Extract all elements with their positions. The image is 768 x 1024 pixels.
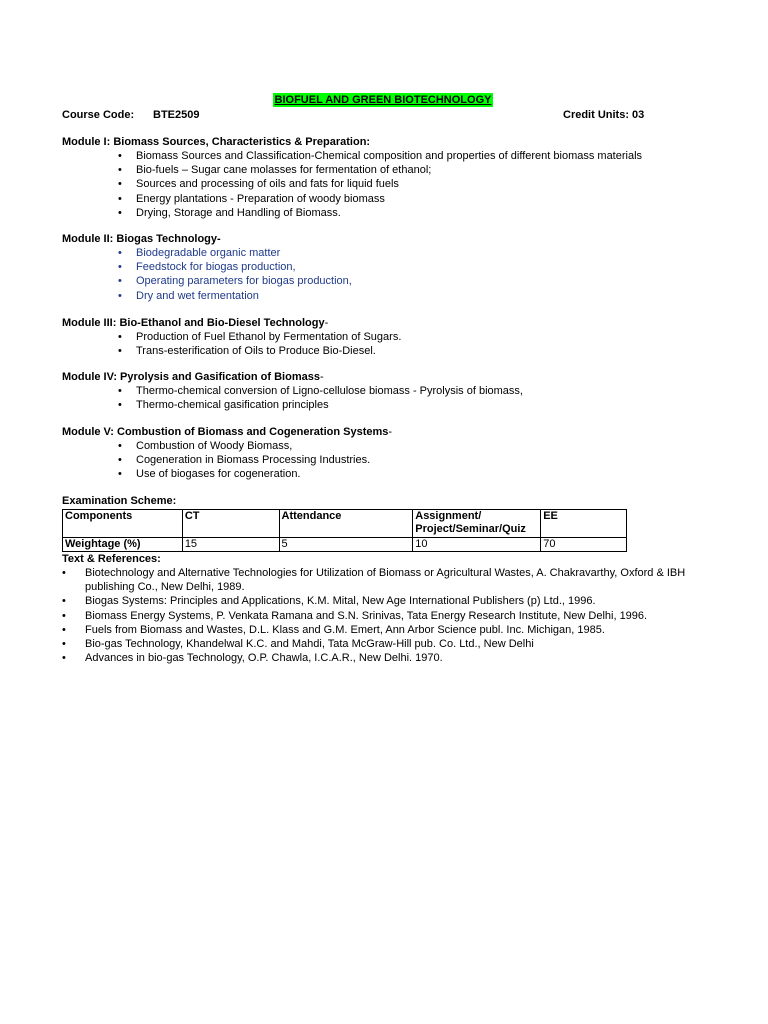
list-item: • Biomass Energy Systems, P. Venkata Ramana and S.N. Srinivas, Tata Energy Research Institute, New Delhi, 1996. bbox=[62, 609, 692, 623]
exam-heading: Examination Scheme: bbox=[62, 495, 177, 507]
exam-header-cell: Attendance bbox=[279, 510, 413, 538]
list-item: • Production of Fuel Ethanol by Fermentation of Sugars. bbox=[118, 330, 401, 344]
module-3-heading-row bbox=[62, 316, 328, 330]
module-2-list bbox=[118, 246, 352, 303]
list-item: • Dry and wet fermentation bbox=[118, 289, 352, 303]
exam-header-cell: CT bbox=[182, 510, 279, 538]
module-2-heading: Module II: Biogas Technology- bbox=[62, 233, 221, 245]
module-4-heading-row bbox=[62, 370, 324, 384]
list-item: • Sources and processing of oils and fats for liquid fuels bbox=[118, 177, 642, 191]
list-item: • Combustion of Woody Biomass, bbox=[118, 439, 370, 453]
module-3-heading-suffix: - bbox=[324, 317, 329, 329]
list-item: • Biotechnology and Alternative Technologies for Utilization of Biomass or Agricultural Wastes, A. Chakravarthy, Oxford & IBH publishing Co., New Delhi, 1989. bbox=[62, 566, 692, 594]
exam-value-cell: Weightage (%) bbox=[63, 538, 183, 552]
list-item: • Energy plantations - Preparation of woody biomass bbox=[118, 192, 642, 206]
list-item: • Biogas Systems: Principles and Applications, K.M. Mital, New Age International Publishers (p) Ltd., 1996. bbox=[62, 594, 692, 608]
list-item: • Advances in bio-gas Technology, O.P. Chawla, I.C.A.R., New Delhi. 1970. bbox=[62, 651, 692, 665]
exam-value-cell: 5 bbox=[279, 538, 413, 552]
list-item: • Biomass Sources and Classification-Chemical composition and properties of different biomass materials bbox=[118, 149, 642, 163]
list-item: • Trans-esterification of Oils to Produce Bio-Diesel. bbox=[118, 344, 401, 358]
list-item: • Fuels from Biomass and Wastes, D.L. Klass and G.M. Emert, Ann Arbor Science publ. Inc. Michigan, 1985. bbox=[62, 623, 692, 637]
module-1-heading: Module I: Biomass Sources, Characteristics & Preparation: bbox=[62, 136, 371, 148]
module-5-list bbox=[118, 439, 370, 482]
module-4-list bbox=[118, 384, 523, 412]
list-item: • Feedstock for biogas production, bbox=[118, 260, 352, 274]
module-1-list bbox=[118, 149, 642, 220]
list-item: • Biodegradable organic matter bbox=[118, 246, 352, 260]
list-item: • Bio-gas Technology, Khandelwal K.C. and Mahdi, Tata McGraw-Hill pub. Co. Ltd., New Delhi bbox=[62, 637, 692, 651]
course-code-value: BTE2509 bbox=[153, 109, 200, 121]
exam-value-cell: 10 bbox=[413, 538, 541, 552]
module-3-list bbox=[118, 330, 401, 358]
refs-list bbox=[62, 566, 692, 665]
refs-heading: Text & References: bbox=[62, 553, 161, 565]
list-item: • Thermo-chemical conversion of Ligno-cellulose biomass - Pyrolysis of biomass, bbox=[118, 384, 523, 398]
exam-table bbox=[62, 509, 627, 552]
module-5-heading: Module V: Combustion of Biomass and Cogeneration Systems bbox=[62, 426, 389, 438]
exam-header-row bbox=[63, 510, 627, 538]
module-4-heading: Module IV: Pyrolysis and Gasification of Biomass bbox=[62, 371, 320, 383]
list-item: • Operating parameters for biogas production, bbox=[118, 274, 352, 288]
course-title: BIOFUEL AND GREEN BIOTECHNOLOGY bbox=[274, 94, 492, 106]
list-item: • Thermo-chemical gasification principles bbox=[118, 398, 523, 412]
list-item: • Cogeneration in Biomass Processing Industries. bbox=[118, 453, 370, 467]
course-code-label: Course Code: bbox=[62, 109, 135, 121]
module-5-heading-row bbox=[62, 425, 392, 439]
exam-header-cell: EE bbox=[541, 510, 627, 538]
module-5-heading-suffix: - bbox=[388, 426, 393, 438]
module-3-heading: Module III: Bio-Ethanol and Bio-Diesel Technology bbox=[62, 317, 325, 329]
list-item: • Bio-fuels – Sugar cane molasses for fermentation of ethanol; bbox=[118, 163, 642, 177]
module-4-heading-suffix: - bbox=[319, 371, 324, 383]
exam-value-cell: 70 bbox=[541, 538, 627, 552]
exam-header-cell: Components bbox=[63, 510, 183, 538]
list-item: • Drying, Storage and Handling of Biomass. bbox=[118, 206, 642, 220]
title-container bbox=[0, 93, 768, 107]
exam-header-cell: Assignment/ Project/Seminar/Quiz bbox=[413, 510, 541, 538]
exam-value-cell: 15 bbox=[182, 538, 279, 552]
credit-units: Credit Units: 03 bbox=[563, 109, 645, 121]
list-item: • Use of biogases for cogeneration. bbox=[118, 467, 370, 481]
exam-value-row bbox=[63, 538, 627, 552]
